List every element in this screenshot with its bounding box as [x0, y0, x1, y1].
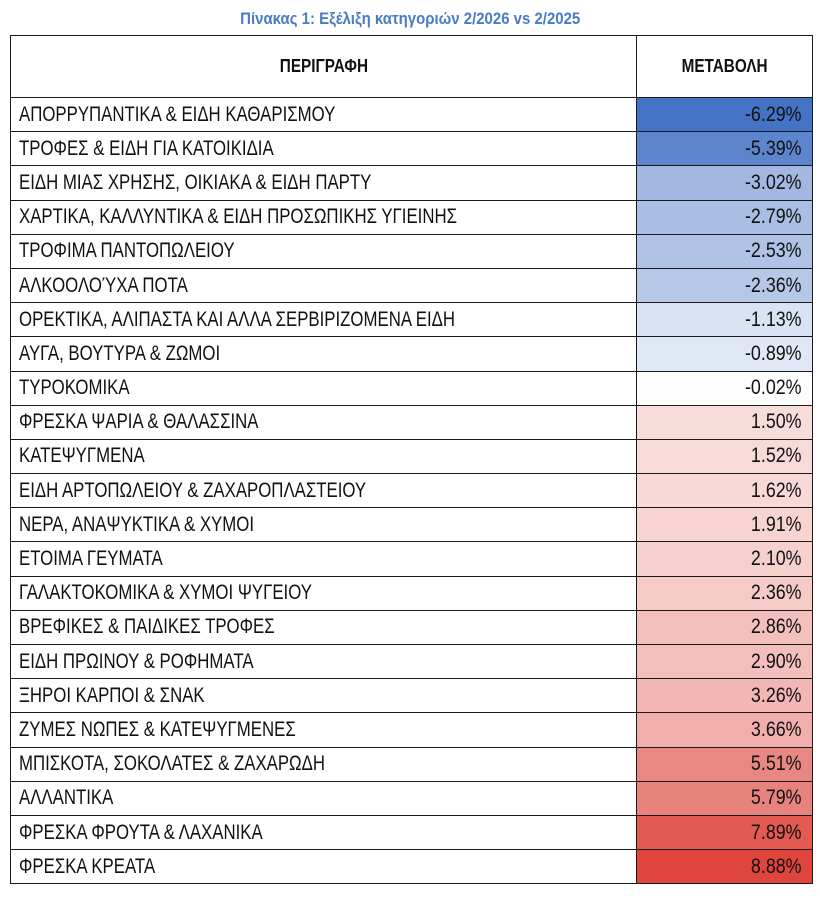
change-cell: [637, 303, 813, 337]
table-row: [11, 542, 813, 576]
change-value: -0.89%: [745, 341, 802, 365]
change-value: 7.89%: [751, 820, 802, 844]
category-cell: [11, 713, 637, 747]
change-cell: [637, 166, 813, 200]
change-cell: [637, 474, 813, 508]
table-title-text: Πίνακας 1: Εξέλιξη κατηγοριών 2/2026 vs 2/2025: [239, 9, 581, 28]
category-cell: [11, 508, 637, 542]
change-value: 8.88%: [751, 854, 802, 878]
table-row: [11, 371, 813, 405]
change-cell: [637, 645, 813, 679]
category-cell: [11, 474, 637, 508]
change-value: 1.62%: [751, 478, 802, 502]
table-row: [11, 166, 813, 200]
change-value: 2.90%: [751, 649, 802, 673]
category-cell: [11, 132, 637, 166]
category-label: ΕΙΔΗ ΑΡΤΟΠΩΛΕΙΟΥ & ΖΑΧΑΡΟΠΛΑΣΤΕΙΟΥ: [19, 478, 367, 502]
table-row: [11, 747, 813, 781]
change-value: 3.66%: [751, 717, 802, 741]
category-label: ΑΛΚΟΟΛΟΎΧΑ ΠΟΤΑ: [19, 273, 188, 297]
table-title: [0, 9, 820, 29]
change-cell: [637, 781, 813, 815]
category-label: ΤΡΟΦΕΣ & ΕΙΔΗ ΓΙΑ ΚΑΤΟΙΚΙΔΙΑ: [19, 136, 274, 160]
category-label: ΜΠΙΣΚΟΤΑ, ΣΟΚΟΛΑΤΕΣ & ΖΑΧΑΡΩΔΗ: [19, 752, 325, 776]
change-value: 2.86%: [751, 615, 802, 639]
change-value: 5.79%: [751, 786, 802, 810]
category-cell: [11, 679, 637, 713]
category-label: ΕΙΔΗ ΠΡΩΙΝΟΥ & ΡΟΦΗΜΑΤΑ: [19, 649, 254, 673]
change-value: 1.91%: [751, 512, 802, 536]
table-row: [11, 713, 813, 747]
table-row: [11, 337, 813, 371]
table-row: [11, 679, 813, 713]
change-cell: [637, 234, 813, 268]
change-cell: [637, 542, 813, 576]
change-value: -6.29%: [745, 102, 802, 126]
category-label: ΕΤΟΙΜΑ ΓΕΥΜΑΤΑ: [19, 547, 163, 571]
category-label: ΖΥΜΕΣ ΝΩΠΕΣ & ΚΑΤΕΨΥΓΜΕΝΕΣ: [19, 717, 296, 741]
change-cell: [637, 713, 813, 747]
change-value: -0.02%: [745, 376, 802, 400]
change-value: 1.52%: [751, 444, 802, 468]
header-row: [11, 36, 813, 98]
header-change-text: ΜΕΤΑΒΟΛΗ: [681, 56, 768, 76]
change-value: -2.53%: [745, 239, 802, 263]
change-value: 3.26%: [751, 683, 802, 707]
table-row: [11, 850, 813, 884]
change-cell: [637, 679, 813, 713]
change-cell: [637, 576, 813, 610]
change-cell: [637, 371, 813, 405]
category-cell: [11, 303, 637, 337]
category-cell: [11, 542, 637, 576]
table-row: [11, 234, 813, 268]
category-label: ΓΑΛΑΚΤΟΚΟΜΙΚΑ & ΧΥΜΟΙ ΨΥΓΕΙΟΥ: [19, 581, 312, 605]
change-value: 2.10%: [751, 547, 802, 571]
category-label: ΝΕΡΑ, ΑΝΑΨΥΚΤΙΚΑ & ΧΥΜΟΙ: [19, 512, 254, 536]
category-cell: [11, 200, 637, 234]
category-label: ΑΛΛΑΝΤΙΚΑ: [19, 786, 114, 810]
category-label: ΦΡΕΣΚΑ ΚΡΕΑΤΑ: [19, 854, 156, 878]
change-cell: [637, 98, 813, 132]
table-row: [11, 132, 813, 166]
change-cell: [637, 337, 813, 371]
category-label: ΒΡΕΦΙΚΕΣ & ΠΑΙΔΙΚΕΣ ΤΡΟΦΕΣ: [19, 615, 275, 639]
category-cell: [11, 371, 637, 405]
category-label: ΞΗΡΟΙ ΚΑΡΠΟΙ & ΣΝΑΚ: [19, 683, 205, 707]
category-cell: [11, 166, 637, 200]
category-cell: [11, 337, 637, 371]
table-row: [11, 268, 813, 302]
category-cell: [11, 268, 637, 302]
table-row: [11, 200, 813, 234]
category-label: ΚΑΤΕΨΥΓΜΕΝΑ: [19, 444, 145, 468]
category-cell: [11, 610, 637, 644]
change-cell: [637, 132, 813, 166]
change-cell: [637, 508, 813, 542]
category-label: ΑΠΟΡΡΥΠΑΝΤΙΚΑ & ΕΙΔΗ ΚΑΘΑΡΙΣΜΟΥ: [19, 102, 336, 126]
change-cell: [637, 850, 813, 884]
table-row: [11, 576, 813, 610]
table-row: [11, 645, 813, 679]
table-row: [11, 781, 813, 815]
change-cell: [637, 815, 813, 849]
change-value: -1.13%: [745, 307, 802, 331]
category-label: ΧΑΡΤΙΚΑ, ΚΑΛΛΥΝΤΙΚΑ & ΕΙΔΗ ΠΡΟΣΩΠΙΚΗΣ ΥΓΙΕΙΝΗΣ: [19, 205, 457, 229]
category-cell: [11, 645, 637, 679]
table-row: [11, 439, 813, 473]
category-cell: [11, 98, 637, 132]
table-row: [11, 98, 813, 132]
category-cell: [11, 234, 637, 268]
header-description-text: ΠΕΡΙΓΡΑΦΗ: [279, 56, 368, 76]
category-cell: [11, 405, 637, 439]
change-value: -5.39%: [745, 136, 802, 160]
category-label: ΕΙΔΗ ΜΙΑΣ ΧΡΗΣΗΣ, ΟΙΚΙΑΚΑ & ΕΙΔΗ ΠΑΡΤΥ: [19, 170, 372, 194]
category-cell: [11, 439, 637, 473]
category-label: ΤΥΡΟΚΟΜΙΚΑ: [19, 376, 130, 400]
table-row: [11, 610, 813, 644]
change-cell: [637, 405, 813, 439]
category-label: ΟΡΕΚΤΙΚΑ, ΑΛΙΠΑΣΤΑ ΚΑΙ ΑΛΛΑ ΣΕΡΒΙΡΙΖΟΜΕΝΑ ΕΙΔΗ: [19, 307, 456, 331]
change-cell: [637, 439, 813, 473]
change-value: -2.79%: [745, 205, 802, 229]
header-description: [11, 36, 637, 98]
change-value: -3.02%: [745, 170, 802, 194]
header-change: [637, 36, 813, 98]
category-change-table: [10, 35, 813, 884]
change-cell: [637, 610, 813, 644]
change-cell: [637, 268, 813, 302]
category-cell: [11, 576, 637, 610]
table-row: [11, 815, 813, 849]
category-cell: [11, 747, 637, 781]
change-value: 2.36%: [751, 581, 802, 605]
category-label: ΤΡΟΦΙΜΑ ΠΑΝΤΟΠΩΛΕΙΟΥ: [19, 239, 235, 263]
change-value: -2.36%: [745, 273, 802, 297]
change-value: 1.50%: [751, 410, 802, 434]
table-row: [11, 474, 813, 508]
category-label: ΦΡΕΣΚΑ ΦΡΟΥΤΑ & ΛΑΧΑΝΙΚΑ: [19, 820, 263, 844]
change-value: 5.51%: [751, 752, 802, 776]
category-cell: [11, 781, 637, 815]
category-cell: [11, 850, 637, 884]
change-cell: [637, 200, 813, 234]
change-cell: [637, 747, 813, 781]
category-label: ΦΡΕΣΚΑ ΨΑΡΙΑ & ΘΑΛΑΣΣΙΝΑ: [19, 410, 259, 434]
category-cell: [11, 815, 637, 849]
category-label: ΑΥΓΑ, ΒΟΥΤΥΡΑ & ΖΩΜΟΙ: [19, 341, 221, 365]
table-row: [11, 405, 813, 439]
table-row: [11, 303, 813, 337]
table-row: [11, 508, 813, 542]
